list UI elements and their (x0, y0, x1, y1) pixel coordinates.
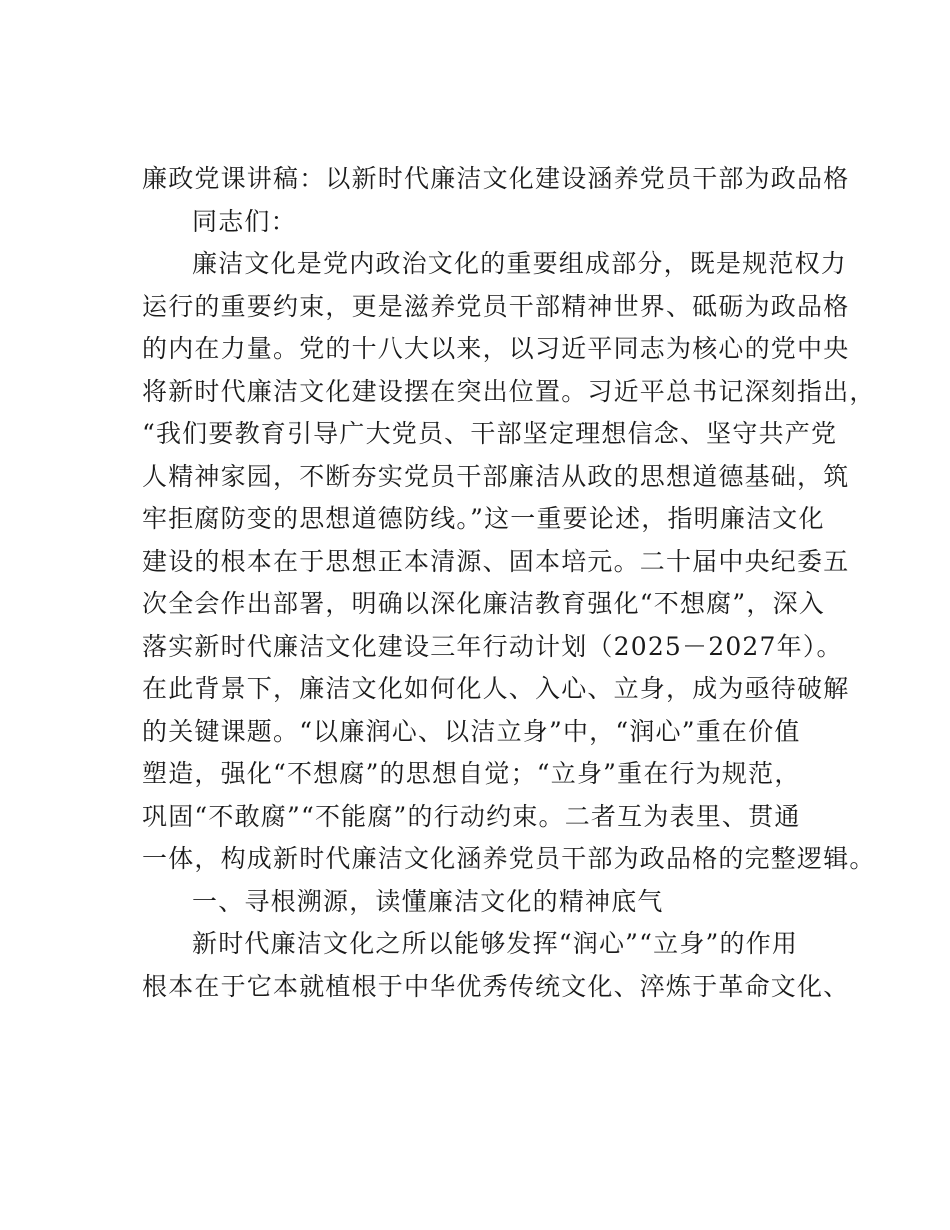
paragraph-line: 在此背景下，廉洁文化如何化人、入心、立身，成为亟待破解 (142, 674, 850, 703)
paragraph-line: 的关键课题。“以廉润心、以洁立身”中，“润心”重在价值 (142, 716, 801, 746)
paragraph-line: 巩固“不敢腐”“不能腐”的行动约束。二者互为表里、贯通 (142, 801, 801, 831)
paragraph-line: 落实新时代廉洁文化建设三年行动计划（2025－2027年）。 (142, 631, 843, 661)
paragraph-line: 次全会作出部署，明确以深化廉洁教育强化“不想腐”，深入 (142, 589, 825, 618)
paragraph-line: 新时代廉洁文化之所以能够发挥“润心”“立身”的作用 (192, 929, 799, 958)
paragraph-line: 根本在于它本就植根于中华优秀传统文化、淬炼于革命文化、 (142, 971, 850, 1001)
paragraph-line: 建设的根本在于思想正本清源、固本培元。二十届中央纪委五 (142, 546, 850, 576)
paragraph-line: 的内在力量。党的十八大以来，以习近平同志为核心的党中央 (142, 334, 850, 363)
paragraph-line: 塑造，强化“不想腐”的思想自觉；“立身”重在行为规范， (142, 759, 801, 788)
paragraph-line: 廉洁文化是党内政治文化的重要组成部分，既是规范权力 (192, 249, 848, 278)
document-body (142, 158, 876, 1008)
section-heading: 一、寻根溯源，读懂廉洁文化的精神底气 (192, 886, 664, 916)
paragraph-line: 人精神家园，不断夯实党员干部廉洁从政的思想道德基础，筑 (142, 461, 850, 491)
paragraph-intro (142, 243, 876, 881)
paragraph-line: 一体，构成新时代廉洁文化涵养党员干部为政品格的完整逻辑。 (142, 844, 876, 873)
salutation: 同志们： (192, 206, 297, 236)
paragraph-line: “我们要教育引导广大党员、干部坚定理想信念、坚守共产党 (142, 419, 838, 448)
paragraph-line: 将新时代廉洁文化建设摆在突出位置。习近平总书记深刻指出， (142, 376, 876, 406)
paragraph-line: 牢拒腐防变的思想道德防线。”这一重要论述，指明廉洁文化 (142, 504, 825, 533)
document-title: 廉政党课讲稿：以新时代廉洁文化建设涵养党员干部为政品格 (142, 164, 850, 193)
paragraph-line: 运行的重要约束，更是滋养党员干部精神世界、砥砺为政品格 (142, 291, 850, 321)
paragraph-section1 (142, 923, 850, 1008)
